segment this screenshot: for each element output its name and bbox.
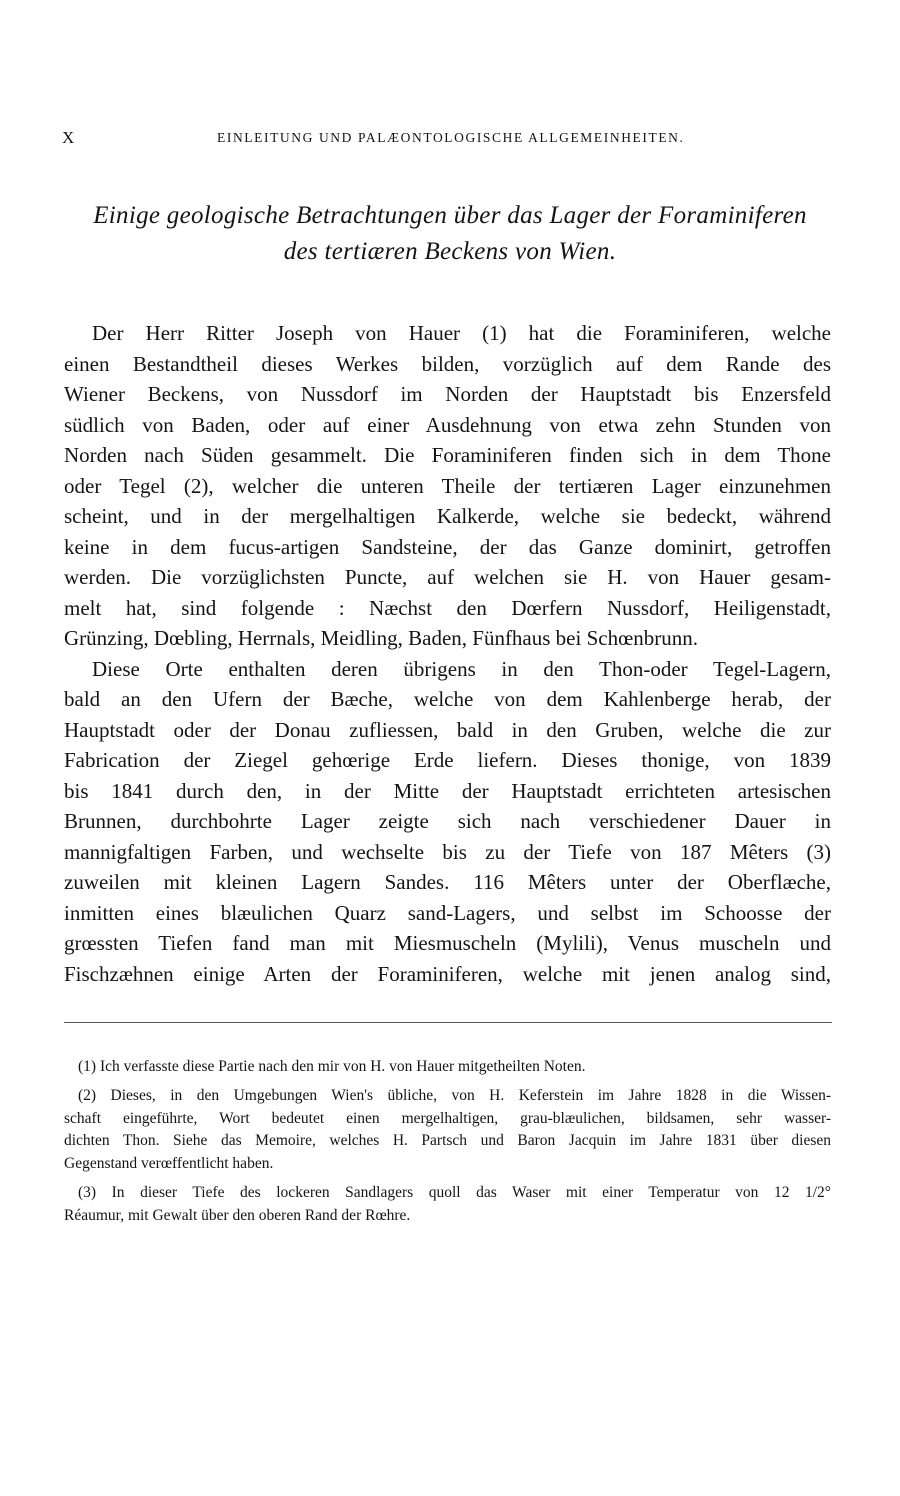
running-title: EINLEITUNG UND PALÆONTOLOGISCHE ALLGEMEINHEITEN. <box>217 130 685 145</box>
footnote-1 <box>64 1056 831 1079</box>
section-title <box>40 198 860 270</box>
paragraph-1 <box>64 318 831 654</box>
text-line: scheint, und in der mergelhaltigen Kalkerde, welche sie bedeckt, während <box>64 504 831 528</box>
text-line: mannigfaltigen Farben, und wechselte bis zu der Tiefe von 187 Mêters (3) <box>64 839 831 864</box>
page-number: X <box>62 128 75 147</box>
text-line: Der Herr Ritter Joseph von Hauer (1) hat die Foraminiferen, welche <box>92 321 831 345</box>
footnote-divider <box>64 1022 832 1023</box>
footnote-line: dichten Thon. Siehe das Memoire, welches H. Partsch und Baron Jacquin im Jahre 1831 über diesen <box>64 1132 831 1150</box>
footnote-line: (2) Dieses, in den Umgebungen Wien's übliche, von H. Keferstein im Jahre 1828 in die Wissen- <box>78 1086 831 1104</box>
text-line: Wiener Beckens, von Nussdorf im Norden der Hauptstadt bis Enzersfeld <box>64 382 831 406</box>
text-line: Fischzæhnen einige Arten der Foraminiferen, welche mit jenen analog sind, <box>64 961 831 986</box>
footnote-line: (1) Ich verfasste diese Partie nach den mir von H. von Hauer mitgetheilten Noten. <box>78 1058 586 1075</box>
text-line: zuweilen mit kleinen Lagern Sandes. 116 Mêters unter der Oberflæche, <box>64 870 831 894</box>
text-line: bis 1841 durch den, in der Mitte der Hauptstadt errichteten artesischen <box>64 778 831 803</box>
text-line: Hauptstadt oder der Donau zufliessen, bald in den Gruben, welche die zur <box>64 717 831 742</box>
text-line: südlich von Baden, oder auf einer Ausdehnung von etwa zehn Stunden von <box>64 412 831 437</box>
text-line: keine in dem fucus-artigen Sandsteine, der das Ganze dominirt, getroffen <box>64 534 831 559</box>
section-title-line: des tertiæren Beckens von Wien. <box>283 238 617 265</box>
text-line: Diese Orte enthalten deren übrigens in den Thon-oder Tegel-Lagern, <box>92 656 831 681</box>
footnote-3 <box>64 1182 831 1228</box>
text-line: grœssten Tiefen fand man mit Miesmuscheln (Mylili), Venus muscheln und <box>64 931 831 955</box>
footnotes <box>64 1056 831 1228</box>
text-line: werden. Die vorzüglichsten Puncte, auf welchen sie H. von Hauer gesam- <box>64 565 831 589</box>
footnote-line: Réaumur, mit Gewalt über den oberen Rand der Rœhre. <box>64 1206 411 1224</box>
footnote-2 <box>64 1085 831 1176</box>
text-line: oder Tegel (2), welcher die unteren Theile der tertiæren Lager einzunehmen <box>64 473 831 498</box>
text-line: Grünzing, Dœbling, Herrnals, Meidling, Baden, Fünfhaus bei Schœnbrunn. <box>64 626 698 650</box>
text-line: bald an den Ufern der Bæche, welche von dem Kahlenberge herab, der <box>64 687 831 711</box>
text-line: Norden nach Süden gesammelt. Die Foraminiferen finden sich in dem Thone <box>64 443 831 467</box>
body-text <box>64 318 831 989</box>
text-line: Brunnen, durchbohrte Lager zeigte sich nach verschiedener Dauer in <box>64 809 831 833</box>
footnote-line: Gegenstand verœffentlicht haben. <box>64 1155 274 1173</box>
text-line: einen Bestandtheil dieses Werkes bilden, vorzüglich auf dem Rande des <box>64 351 831 376</box>
footnote-line: schaft eingeführte, Wort bedeutet einen mergelhaltigen, grau-blæulichen, bildsamen, sehr wasser- <box>64 1109 831 1127</box>
section-title-line: Einige geologische Betrachtungen über das Lager der Foraminiferen <box>93 202 807 229</box>
text-line: inmitten eines blæulichen Quarz sand-Lagers, und selbst im Schoosse der <box>64 900 831 925</box>
running-head <box>62 128 838 152</box>
footnote-line: (3) In dieser Tiefe des lockeren Sandlagers quoll das Waser mit einer Temperatur von 12 1/2° <box>78 1183 831 1201</box>
text-line: Fabrication der Ziegel gehœrige Erde liefern. Dieses thonige, von 1839 <box>64 748 831 772</box>
text-line: melt hat, sind folgende : Næchst den Dœrfern Nussdorf, Heiligenstadt, <box>64 595 831 620</box>
paragraph-2 <box>64 654 831 990</box>
